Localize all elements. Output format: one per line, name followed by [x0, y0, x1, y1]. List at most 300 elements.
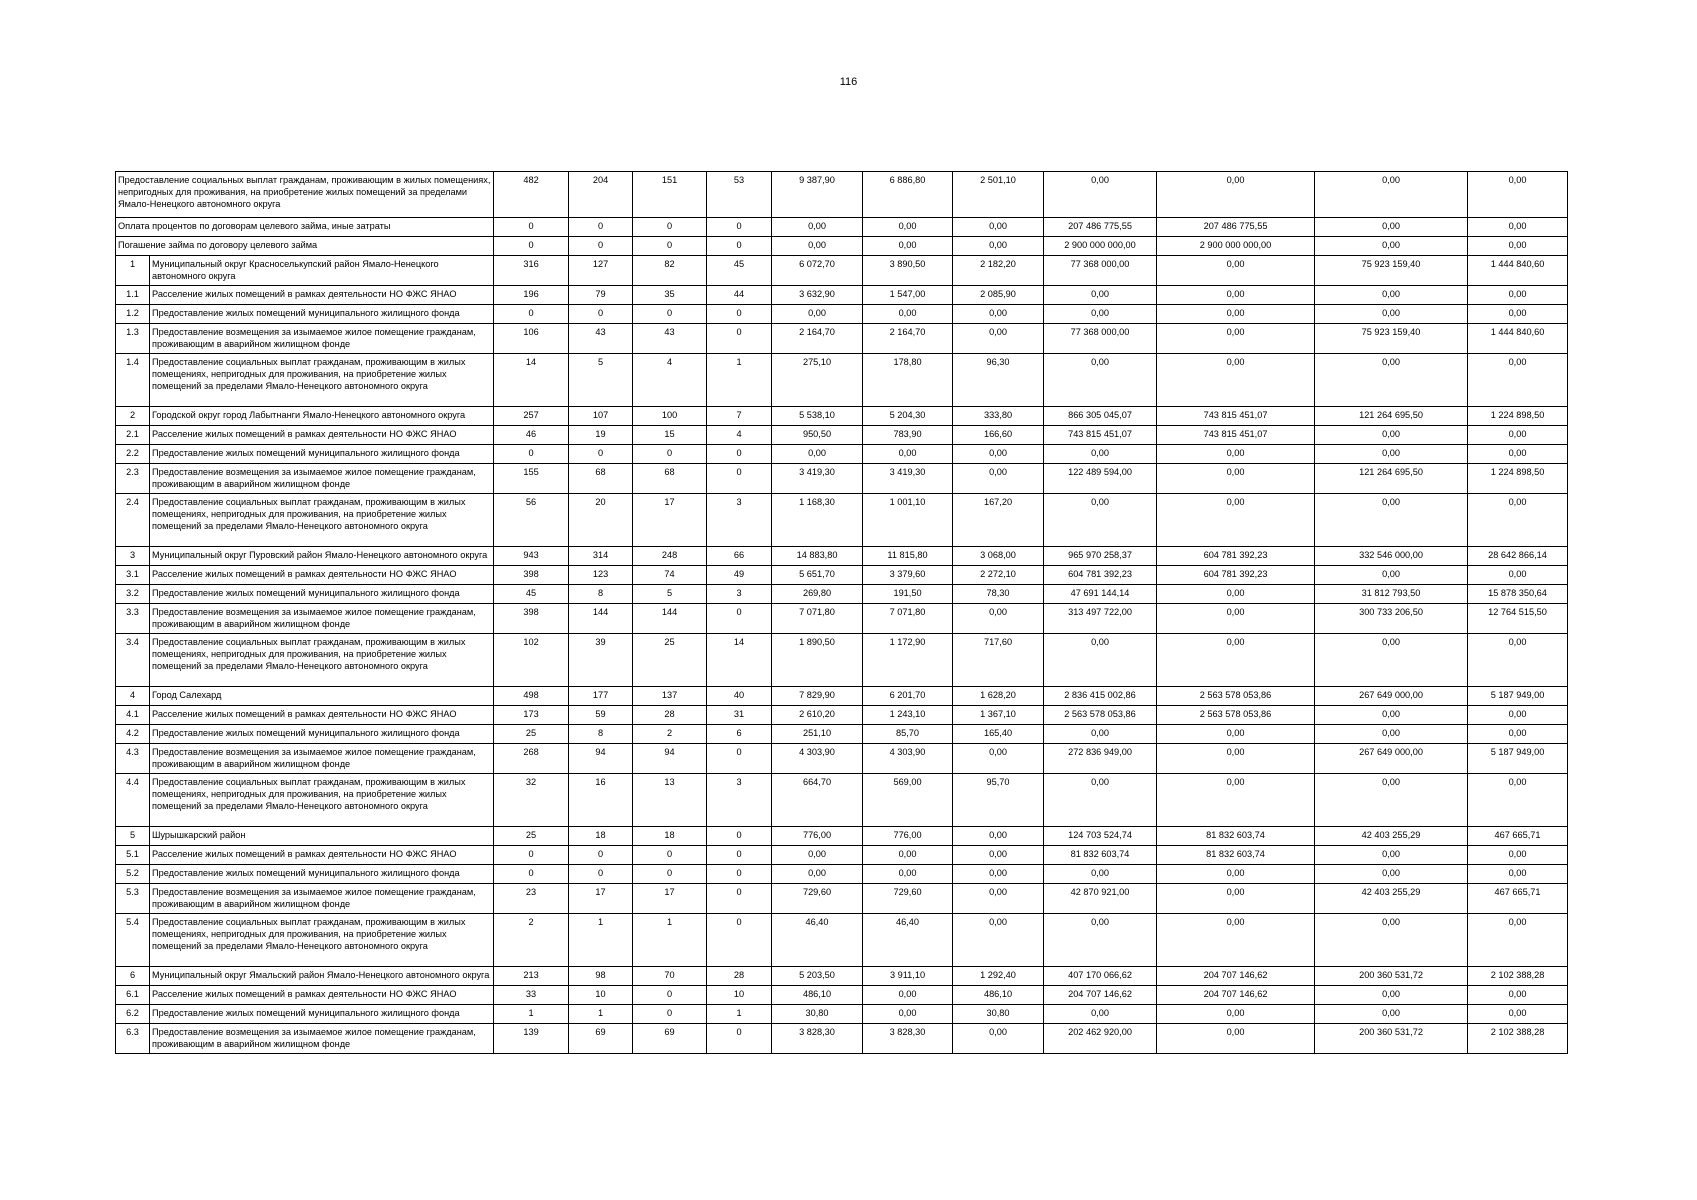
row-value-col-9: 204 707 146,62	[1157, 986, 1315, 1005]
row-value-col-10: 0,00	[1315, 426, 1468, 445]
row-value-col-11: 2 102 388,28	[1468, 1024, 1568, 1054]
row-name: Предоставление социальных выплат гражданам, проживающим в жилых помещениях, непригодных для проживания, на приобретение жилых помещений за пределами Ямало-Ненецкого автономного округа	[150, 914, 494, 967]
row-value-col-7: 486,10	[953, 986, 1044, 1005]
row-value-col-6: 569,00	[863, 774, 953, 827]
row-value-col-10: 75 923 159,40	[1315, 324, 1468, 354]
row-value-col-2: 98	[569, 967, 633, 986]
row-value-col-6: 0,00	[863, 986, 953, 1005]
row-value-col-9: 0,00	[1157, 604, 1315, 634]
row-value-col-9: 0,00	[1157, 774, 1315, 827]
row-value-col-11: 0,00	[1468, 286, 1568, 305]
row-value-col-1: 0	[494, 865, 569, 884]
row-value-col-1: 1	[494, 1005, 569, 1024]
row-value-col-6: 4 303,90	[863, 744, 953, 774]
row-value-col-8: 207 486 775,55	[1044, 218, 1157, 237]
row-name: Предоставление социальных выплат гражданам, проживающим в жилых помещениях, непригодных для проживания, на приобретение жилых помещений за пределами Ямало-Ненецкого автономного округа	[150, 634, 494, 687]
row-value-col-4: 0	[707, 884, 772, 914]
row-value-col-4: 53	[707, 172, 772, 218]
row-value-col-5: 664,70	[772, 774, 863, 827]
row-value-col-7: 1 628,20	[953, 687, 1044, 706]
row-value-col-1: 943	[494, 547, 569, 566]
row-value-col-7: 30,80	[953, 1005, 1044, 1024]
row-value-col-8: 2 836 415 002,86	[1044, 687, 1157, 706]
row-index: 1.4	[116, 354, 150, 407]
row-value-col-10: 0,00	[1315, 354, 1468, 407]
row-value-col-11: 0,00	[1468, 914, 1568, 967]
table-body	[116, 172, 1568, 1054]
row-name: Расселение жилых помещений в рамках деятельности НО ФЖС ЯНАО	[150, 706, 494, 725]
row-value-col-1: 106	[494, 324, 569, 354]
row-value-col-3: 43	[633, 324, 707, 354]
row-value-col-7: 167,20	[953, 494, 1044, 547]
row-name: Предоставление социальных выплат гражданам, проживающим в жилых помещениях, непригодных для проживания, на приобретение жилых помещений за пределами Ямало-Ненецкого автономного округа	[150, 354, 494, 407]
table-row	[116, 604, 1568, 634]
row-name: Предоставление возмещения за изымаемое жилое помещение гражданам, проживающим в аварийном жилищном фонде	[150, 324, 494, 354]
row-value-col-4: 49	[707, 566, 772, 585]
row-value-col-5: 1 168,30	[772, 494, 863, 547]
row-value-col-5: 1 890,50	[772, 634, 863, 687]
row-value-col-11: 0,00	[1468, 426, 1568, 445]
row-value-col-10: 31 812 793,50	[1315, 585, 1468, 604]
row-value-col-1: 23	[494, 884, 569, 914]
row-index: 2	[116, 407, 150, 426]
row-value-col-3: 18	[633, 827, 707, 846]
row-value-col-7: 96,30	[953, 354, 1044, 407]
row-value-col-5: 46,40	[772, 914, 863, 967]
row-value-col-6: 6 886,80	[863, 172, 953, 218]
row-value-col-7: 0,00	[953, 604, 1044, 634]
row-value-col-9: 0,00	[1157, 445, 1315, 464]
row-value-col-11: 0,00	[1468, 218, 1568, 237]
row-name: Предоставление жилых помещений муниципального жилищного фонда	[150, 445, 494, 464]
row-name: Погашение займа по договору целевого займа	[116, 237, 494, 256]
row-value-col-7: 165,40	[953, 725, 1044, 744]
row-value-col-3: 0	[633, 305, 707, 324]
row-value-col-10: 267 649 000,00	[1315, 687, 1468, 706]
row-value-col-2: 0	[569, 445, 633, 464]
row-value-col-10: 75 923 159,40	[1315, 256, 1468, 286]
row-value-col-1: 32	[494, 774, 569, 827]
row-index: 3.1	[116, 566, 150, 585]
row-value-col-9: 0,00	[1157, 1005, 1315, 1024]
row-value-col-11: 2 102 388,28	[1468, 967, 1568, 986]
row-value-col-9: 0,00	[1157, 634, 1315, 687]
row-value-col-3: 0	[633, 218, 707, 237]
row-value-col-9: 0,00	[1157, 256, 1315, 286]
row-value-col-4: 14	[707, 634, 772, 687]
row-value-col-8: 81 832 603,74	[1044, 846, 1157, 865]
table-row	[116, 827, 1568, 846]
row-value-col-8: 743 815 451,07	[1044, 426, 1157, 445]
row-value-col-4: 3	[707, 774, 772, 827]
row-value-col-9: 81 832 603,74	[1157, 846, 1315, 865]
row-value-col-4: 44	[707, 286, 772, 305]
row-name: Предоставление социальных выплат гражданам, проживающим в жилых помещениях, непригодных для проживания, на приобретение жилых помещений за пределами Ямало-Ненецкого автономного округа	[150, 494, 494, 547]
row-value-col-2: 18	[569, 827, 633, 846]
row-value-col-6: 3 911,10	[863, 967, 953, 986]
row-value-col-9: 0,00	[1157, 305, 1315, 324]
row-value-col-8: 77 368 000,00	[1044, 256, 1157, 286]
table-row	[116, 237, 1568, 256]
row-value-col-3: 70	[633, 967, 707, 986]
row-value-col-3: 0	[633, 1005, 707, 1024]
row-value-col-7: 0,00	[953, 464, 1044, 494]
row-name: Предоставление возмещения за изымаемое жилое помещение гражданам, проживающим в аварийном жилищном фонде	[150, 884, 494, 914]
row-value-col-8: 0,00	[1044, 774, 1157, 827]
row-value-col-3: 25	[633, 634, 707, 687]
row-value-col-1: 56	[494, 494, 569, 547]
row-name: Городской округ город Лабытнанги Ямало-Ненецкого автономного округа	[150, 407, 494, 426]
row-value-col-6: 46,40	[863, 914, 953, 967]
row-value-col-1: 0	[494, 218, 569, 237]
table-row	[116, 986, 1568, 1005]
row-value-col-10: 0,00	[1315, 774, 1468, 827]
row-value-col-11: 0,00	[1468, 706, 1568, 725]
row-value-col-2: 20	[569, 494, 633, 547]
row-value-col-3: 151	[633, 172, 707, 218]
row-value-col-7: 2 501,10	[953, 172, 1044, 218]
row-value-col-8: 407 170 066,62	[1044, 967, 1157, 986]
row-value-col-10: 332 546 000,00	[1315, 547, 1468, 566]
row-value-col-9: 0,00	[1157, 464, 1315, 494]
row-value-col-10: 42 403 255,29	[1315, 827, 1468, 846]
row-value-col-8: 0,00	[1044, 865, 1157, 884]
row-value-col-4: 66	[707, 547, 772, 566]
row-value-col-6: 0,00	[863, 865, 953, 884]
row-value-col-8: 0,00	[1044, 354, 1157, 407]
row-value-col-1: 155	[494, 464, 569, 494]
row-value-col-8: 604 781 392,23	[1044, 566, 1157, 585]
table-row	[116, 547, 1568, 566]
row-value-col-6: 5 204,30	[863, 407, 953, 426]
row-value-col-3: 17	[633, 494, 707, 547]
row-value-col-6: 3 828,30	[863, 1024, 953, 1054]
table-row	[116, 846, 1568, 865]
row-name: Расселение жилых помещений в рамках деятельности НО ФЖС ЯНАО	[150, 566, 494, 585]
row-value-col-5: 3 828,30	[772, 1024, 863, 1054]
row-value-col-1: 316	[494, 256, 569, 286]
row-name: Расселение жилых помещений в рамках деятельности НО ФЖС ЯНАО	[150, 986, 494, 1005]
row-value-col-7: 3 068,00	[953, 547, 1044, 566]
row-value-col-1: 482	[494, 172, 569, 218]
row-value-col-3: 0	[633, 986, 707, 1005]
row-value-col-1: 196	[494, 286, 569, 305]
row-name: Шурышкарский район	[150, 827, 494, 846]
row-value-col-10: 200 360 531,72	[1315, 1024, 1468, 1054]
row-value-col-3: 0	[633, 846, 707, 865]
row-value-col-2: 8	[569, 585, 633, 604]
row-value-col-6: 0,00	[863, 445, 953, 464]
row-value-col-11: 15 878 350,64	[1468, 585, 1568, 604]
row-index: 1.3	[116, 324, 150, 354]
table-row	[116, 1005, 1568, 1024]
row-name: Предоставление возмещения за изымаемое жилое помещение гражданам, проживающим в аварийном жилищном фонде	[150, 1024, 494, 1054]
row-index: 5.1	[116, 846, 150, 865]
row-value-col-4: 3	[707, 585, 772, 604]
row-value-col-3: 15	[633, 426, 707, 445]
row-value-col-2: 8	[569, 725, 633, 744]
row-value-col-9: 0,00	[1157, 585, 1315, 604]
row-value-col-10: 0,00	[1315, 865, 1468, 884]
row-value-col-9: 0,00	[1157, 286, 1315, 305]
row-value-col-10: 0,00	[1315, 494, 1468, 547]
row-value-col-3: 17	[633, 884, 707, 914]
table-row	[116, 774, 1568, 827]
row-value-col-3: 144	[633, 604, 707, 634]
row-value-col-8: 0,00	[1044, 914, 1157, 967]
row-value-col-3: 0	[633, 445, 707, 464]
row-value-col-6: 11 815,80	[863, 547, 953, 566]
row-value-col-6: 0,00	[863, 305, 953, 324]
row-value-col-1: 173	[494, 706, 569, 725]
row-value-col-2: 17	[569, 884, 633, 914]
row-value-col-7: 166,60	[953, 426, 1044, 445]
row-value-col-4: 0	[707, 305, 772, 324]
table-row	[116, 354, 1568, 407]
row-name: Муниципальный округ Красноселькупский район Ямало-Ненецкого автономного округа	[150, 256, 494, 286]
row-value-col-9: 0,00	[1157, 744, 1315, 774]
row-value-col-7: 0,00	[953, 324, 1044, 354]
table-row	[116, 687, 1568, 706]
row-value-col-11: 0,00	[1468, 846, 1568, 865]
row-value-col-8: 47 691 144,14	[1044, 585, 1157, 604]
row-value-col-1: 257	[494, 407, 569, 426]
row-index: 3	[116, 547, 150, 566]
row-name: Предоставление жилых помещений муниципального жилищного фонда	[150, 865, 494, 884]
row-value-col-1: 14	[494, 354, 569, 407]
row-value-col-9: 0,00	[1157, 172, 1315, 218]
row-value-col-10: 121 264 695,50	[1315, 407, 1468, 426]
row-value-col-11: 0,00	[1468, 634, 1568, 687]
row-value-col-3: 248	[633, 547, 707, 566]
row-value-col-2: 177	[569, 687, 633, 706]
row-value-col-3: 2	[633, 725, 707, 744]
row-value-col-6: 2 164,70	[863, 324, 953, 354]
row-value-col-4: 0	[707, 846, 772, 865]
row-value-col-2: 19	[569, 426, 633, 445]
row-value-col-6: 1 172,90	[863, 634, 953, 687]
row-value-col-6: 783,90	[863, 426, 953, 445]
row-index: 1.2	[116, 305, 150, 324]
row-value-col-9: 0,00	[1157, 914, 1315, 967]
row-value-col-11: 0,00	[1468, 354, 1568, 407]
row-name: Оплата процентов по договорам целевого займа, иные затраты	[116, 218, 494, 237]
row-value-col-9: 207 486 775,55	[1157, 218, 1315, 237]
row-value-col-6: 0,00	[863, 237, 953, 256]
row-value-col-4: 28	[707, 967, 772, 986]
row-value-col-11: 28 642 866,14	[1468, 547, 1568, 566]
row-value-col-11: 0,00	[1468, 494, 1568, 547]
row-index: 4	[116, 687, 150, 706]
row-value-col-1: 398	[494, 604, 569, 634]
row-value-col-5: 5 203,50	[772, 967, 863, 986]
row-value-col-3: 4	[633, 354, 707, 407]
row-value-col-1: 139	[494, 1024, 569, 1054]
row-value-col-11: 1 224 898,50	[1468, 464, 1568, 494]
row-value-col-10: 0,00	[1315, 445, 1468, 464]
row-value-col-10: 0,00	[1315, 706, 1468, 725]
row-index: 1	[116, 256, 150, 286]
row-value-col-4: 7	[707, 407, 772, 426]
row-value-col-5: 275,10	[772, 354, 863, 407]
row-index: 2.2	[116, 445, 150, 464]
row-value-col-1: 25	[494, 827, 569, 846]
row-value-col-3: 100	[633, 407, 707, 426]
row-value-col-1: 46	[494, 426, 569, 445]
row-value-col-10: 0,00	[1315, 172, 1468, 218]
page-number: 116	[839, 76, 858, 88]
row-value-col-3: 74	[633, 566, 707, 585]
row-value-col-10: 0,00	[1315, 566, 1468, 585]
row-index: 4.2	[116, 725, 150, 744]
row-value-col-5: 729,60	[772, 884, 863, 914]
row-value-col-2: 16	[569, 774, 633, 827]
row-value-col-5: 0,00	[772, 865, 863, 884]
table-row	[116, 172, 1568, 218]
row-value-col-7: 0,00	[953, 884, 1044, 914]
row-value-col-9: 2 900 000 000,00	[1157, 237, 1315, 256]
table-row	[116, 218, 1568, 237]
row-index: 2.4	[116, 494, 150, 547]
row-value-col-2: 204	[569, 172, 633, 218]
row-value-col-5: 0,00	[772, 218, 863, 237]
row-value-col-11: 12 764 515,50	[1468, 604, 1568, 634]
row-value-col-2: 39	[569, 634, 633, 687]
row-value-col-8: 0,00	[1044, 172, 1157, 218]
row-value-col-6: 1 001,10	[863, 494, 953, 547]
row-value-col-2: 107	[569, 407, 633, 426]
table-row	[116, 744, 1568, 774]
row-value-col-10: 0,00	[1315, 1005, 1468, 1024]
row-value-col-2: 10	[569, 986, 633, 1005]
row-value-col-8: 42 870 921,00	[1044, 884, 1157, 914]
row-value-col-2: 0	[569, 218, 633, 237]
row-value-col-9: 743 815 451,07	[1157, 407, 1315, 426]
row-value-col-11: 0,00	[1468, 445, 1568, 464]
row-value-col-10: 267 649 000,00	[1315, 744, 1468, 774]
row-value-col-11: 5 187 949,00	[1468, 744, 1568, 774]
row-value-col-11: 0,00	[1468, 566, 1568, 585]
row-value-col-7: 0,00	[953, 445, 1044, 464]
row-value-col-2: 0	[569, 237, 633, 256]
row-value-col-1: 498	[494, 687, 569, 706]
row-value-col-2: 144	[569, 604, 633, 634]
row-index: 5.4	[116, 914, 150, 967]
row-value-col-10: 42 403 255,29	[1315, 884, 1468, 914]
row-value-col-1: 33	[494, 986, 569, 1005]
row-value-col-8: 202 462 920,00	[1044, 1024, 1157, 1054]
row-value-col-3: 0	[633, 865, 707, 884]
row-value-col-6: 6 201,70	[863, 687, 953, 706]
row-value-col-6: 3 890,50	[863, 256, 953, 286]
row-value-col-4: 45	[707, 256, 772, 286]
row-index: 4.1	[116, 706, 150, 725]
row-value-col-8: 0,00	[1044, 305, 1157, 324]
row-name: Расселение жилых помещений в рамках деятельности НО ФЖС ЯНАО	[150, 286, 494, 305]
row-name: Предоставление жилых помещений муниципального жилищного фонда	[150, 585, 494, 604]
row-value-col-6: 178,80	[863, 354, 953, 407]
row-value-col-7: 1 367,10	[953, 706, 1044, 725]
row-value-col-4: 6	[707, 725, 772, 744]
row-value-col-4: 1	[707, 1005, 772, 1024]
row-value-col-11: 1 444 840,60	[1468, 324, 1568, 354]
row-index: 3.4	[116, 634, 150, 687]
row-value-col-10: 0,00	[1315, 305, 1468, 324]
row-index: 6.3	[116, 1024, 150, 1054]
row-value-col-3: 0	[633, 237, 707, 256]
row-value-col-8: 0,00	[1044, 494, 1157, 547]
row-index: 3.3	[116, 604, 150, 634]
row-value-col-3: 68	[633, 464, 707, 494]
row-value-col-7: 333,80	[953, 407, 1044, 426]
row-value-col-2: 59	[569, 706, 633, 725]
row-value-col-5: 0,00	[772, 305, 863, 324]
row-value-col-9: 0,00	[1157, 494, 1315, 547]
row-value-col-1: 268	[494, 744, 569, 774]
row-value-col-9: 0,00	[1157, 324, 1315, 354]
row-value-col-3: 69	[633, 1024, 707, 1054]
row-value-col-7: 0,00	[953, 846, 1044, 865]
row-value-col-6: 3 379,60	[863, 566, 953, 585]
table-row	[116, 585, 1568, 604]
row-value-col-4: 4	[707, 426, 772, 445]
row-value-col-2: 123	[569, 566, 633, 585]
row-value-col-5: 3 419,30	[772, 464, 863, 494]
row-value-col-8: 0,00	[1044, 634, 1157, 687]
row-value-col-10: 300 733 206,50	[1315, 604, 1468, 634]
row-value-col-3: 137	[633, 687, 707, 706]
row-value-col-8: 204 707 146,62	[1044, 986, 1157, 1005]
row-value-col-7: 1 292,40	[953, 967, 1044, 986]
row-value-col-3: 94	[633, 744, 707, 774]
row-value-col-4: 0	[707, 218, 772, 237]
row-value-col-9: 0,00	[1157, 1024, 1315, 1054]
row-value-col-5: 486,10	[772, 986, 863, 1005]
row-value-col-6: 1 243,10	[863, 706, 953, 725]
row-name: Расселение жилых помещений в рамках деятельности НО ФЖС ЯНАО	[150, 846, 494, 865]
row-value-col-5: 251,10	[772, 725, 863, 744]
row-value-col-10: 0,00	[1315, 725, 1468, 744]
row-value-col-9: 81 832 603,74	[1157, 827, 1315, 846]
row-index: 4.3	[116, 744, 150, 774]
row-value-col-4: 0	[707, 464, 772, 494]
row-value-col-5: 7 829,90	[772, 687, 863, 706]
row-value-col-1: 0	[494, 237, 569, 256]
table-row	[116, 914, 1568, 967]
row-value-col-11: 0,00	[1468, 774, 1568, 827]
row-value-col-2: 314	[569, 547, 633, 566]
row-value-col-2: 68	[569, 464, 633, 494]
row-value-col-9: 604 781 392,23	[1157, 566, 1315, 585]
row-value-col-11: 0,00	[1468, 986, 1568, 1005]
row-value-col-6: 0,00	[863, 1005, 953, 1024]
row-value-col-1: 25	[494, 725, 569, 744]
row-value-col-6: 729,60	[863, 884, 953, 914]
table-row	[116, 494, 1568, 547]
row-value-col-5: 6 072,70	[772, 256, 863, 286]
row-value-col-2: 0	[569, 865, 633, 884]
row-value-col-1: 0	[494, 445, 569, 464]
table-row	[116, 967, 1568, 986]
row-value-col-11: 467 665,71	[1468, 884, 1568, 914]
row-value-col-8: 0,00	[1044, 445, 1157, 464]
row-value-col-9: 204 707 146,62	[1157, 967, 1315, 986]
row-value-col-10: 200 360 531,72	[1315, 967, 1468, 986]
row-value-col-10: 121 264 695,50	[1315, 464, 1468, 494]
row-value-col-1: 213	[494, 967, 569, 986]
row-value-col-11: 1 444 840,60	[1468, 256, 1568, 286]
row-value-col-5: 5 538,10	[772, 407, 863, 426]
